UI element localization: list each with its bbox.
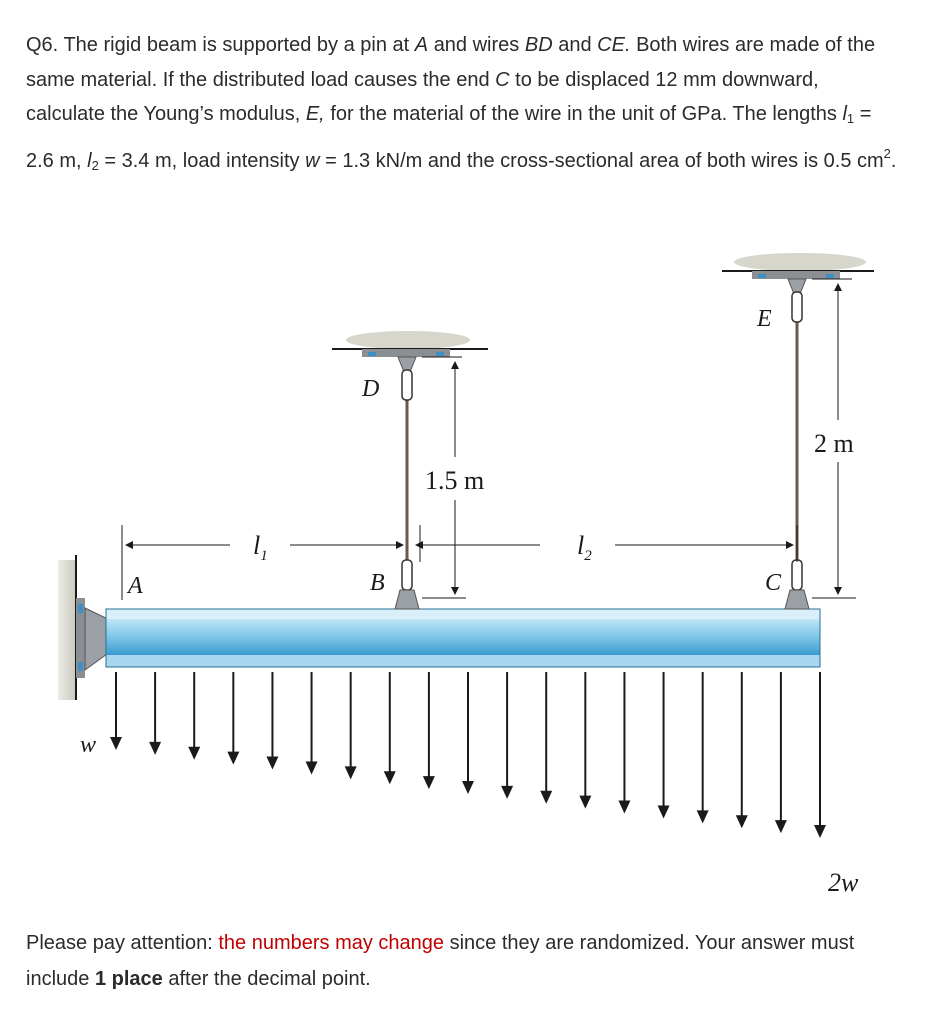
load-arrow-head bbox=[149, 742, 161, 755]
load-arrow-head bbox=[345, 766, 357, 779]
wire-bd bbox=[395, 357, 419, 609]
load-arrow-head bbox=[736, 815, 748, 828]
load-arrow-head bbox=[697, 810, 709, 823]
label-l2: $l_2$ bbox=[577, 531, 592, 564]
load-arrow-head bbox=[579, 796, 591, 809]
load-arrow-head bbox=[540, 791, 552, 804]
load-arrow-head bbox=[384, 771, 396, 784]
load-arrow-head bbox=[266, 757, 278, 770]
ceiling-e bbox=[722, 253, 874, 279]
label-dim-ce: 2 m bbox=[814, 429, 854, 458]
load-arrow-head bbox=[110, 737, 122, 750]
precision-requirement: 1 place bbox=[94, 968, 163, 990]
distributed-load bbox=[110, 672, 826, 838]
label-d: D bbox=[362, 376, 380, 402]
question-number: Q6. bbox=[26, 34, 59, 56]
label-dim-bd: 1.5 m bbox=[425, 466, 485, 495]
load-arrow-head bbox=[814, 825, 826, 838]
load-arrow-head bbox=[658, 805, 670, 818]
load-arrow-head bbox=[501, 786, 513, 799]
label-b: B bbox=[370, 570, 385, 596]
load-arrow-head bbox=[306, 761, 318, 774]
randomized-warning: the numbers may change bbox=[218, 932, 445, 954]
load-arrow-head bbox=[618, 801, 630, 814]
ceiling-d bbox=[332, 331, 488, 357]
load-arrow-head bbox=[227, 752, 239, 765]
label-e: E bbox=[757, 306, 772, 332]
note-text: Please pay attention: the numbers may change since they are randomized. Your answer must include 1 place after the decimal point. bbox=[26, 932, 855, 990]
load-arrow-head bbox=[188, 747, 200, 760]
label-l1: $l_1$ bbox=[253, 531, 268, 564]
load-arrow-head bbox=[462, 781, 474, 794]
dimension-horizontal bbox=[122, 525, 797, 600]
label-w: w bbox=[80, 732, 97, 758]
load-arrow-head bbox=[423, 776, 435, 789]
label-a: A bbox=[128, 573, 143, 599]
load-arrow-head bbox=[775, 820, 787, 833]
beam bbox=[106, 609, 820, 667]
label-c: C bbox=[765, 570, 782, 596]
question-text: Q6. The rigid beam is supported by a pin at A and wires BD and CE. Both wires are made of the same material. If the distributed load causes the end C to be displaced 12 mm downward, calculate the Young’s modulus, E, for the material of the wire in the unit of GPa. The lengths $l_1 = 2.6$ m, $l_2 = 3.4$ m, load intensity w = 1.3 kN/m and the cross-sectional area of both wires is 0.5 $cm^2$. bbox=[26, 34, 897, 173]
label-2w: 2w bbox=[828, 868, 859, 897]
